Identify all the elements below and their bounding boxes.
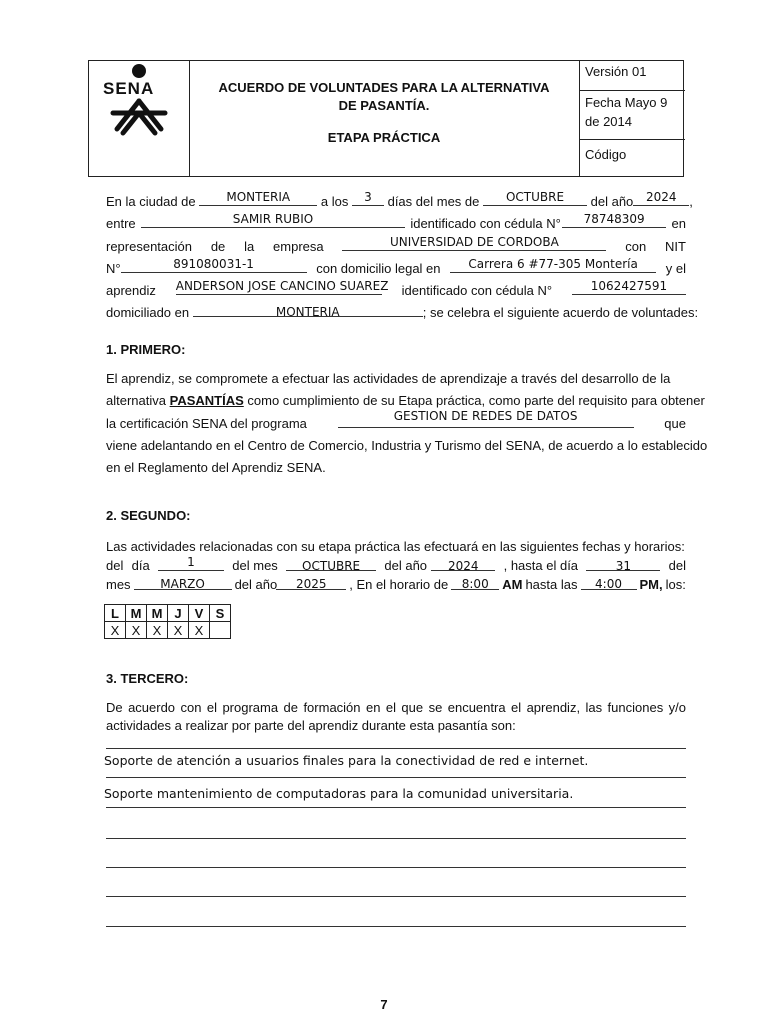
end-time-field[interactable] [581,575,637,590]
city-value: MONTERIA [226,190,291,204]
text: que [664,415,686,431]
address-field[interactable] [450,258,656,273]
intro-line-2 [106,213,686,235]
start-time-field[interactable] [451,575,499,590]
text: la [244,238,255,254]
weekday-header: V [189,605,210,622]
day-field[interactable] [352,191,384,206]
date-label-2: de 2014 [585,114,632,129]
text: días del mes de [387,194,480,209]
year-field[interactable] [633,191,689,206]
weekday-header: J [168,605,189,622]
text: a los [320,194,349,209]
text: PM, [639,577,663,592]
text: en [671,216,686,232]
activity-line[interactable] [106,777,686,778]
text: identificado con cédula N° [410,216,561,232]
text: domiciliado en [106,305,190,321]
text: como cumplimiento de su Etapa práctica, como parte del requisito para obtener [247,393,705,409]
text: del mes [232,558,278,573]
weekday-mark[interactable]: X [126,622,147,639]
text: del año [590,194,634,209]
version-label: Versión 01 [585,64,647,79]
residence-value: MONTERIA [275,305,340,320]
section-2-body [106,537,686,594]
intro-line-6 [106,302,699,324]
section-1-heading: 1. PRIMERO: [106,342,186,357]
text: hasta las [525,577,578,592]
text: del [106,558,124,573]
meta-cell [579,61,685,176]
text: NIT [665,238,686,254]
start-month-field[interactable] [286,556,376,571]
representative-field[interactable] [141,213,405,228]
intro-line-4 [106,258,686,280]
text: ; se celebra el siguiente acuerdo de voluntades: [422,305,699,321]
representative-value: SAMIR RUBIO [232,212,314,227]
program-value: GESTION DE REDES DE DATOS [393,408,578,423]
section-2-heading: 2. SEGUNDO: [106,508,191,523]
text: actividades a realizar por parte del aprendiz durante esta pasantía son: [106,718,516,733]
apprentice-value: ANDERSON JOSE CANCINO SUAREZ [175,279,389,294]
month-field[interactable] [483,191,587,206]
text: del [668,558,686,573]
text: del año [234,577,278,592]
end-month-value: MARZO [160,577,205,591]
text: , hasta el día [503,558,579,573]
end-year-field[interactable] [276,575,346,590]
company-value: UNIVERSIDAD DE CORDOBA [390,234,559,249]
document-header [88,60,684,177]
start-day-value: 1 [187,555,195,569]
date-label: Fecha Mayo 9 [585,95,668,110]
text: día [131,558,150,573]
activity-line[interactable] [106,896,686,897]
weekday-mark[interactable]: X [168,622,189,639]
highlight-pasantias: PASANTÍAS [169,393,244,409]
weekday-mark[interactable]: X [189,622,210,639]
intro-line-5 [106,280,686,302]
month-value: OCTUBRE [505,190,565,204]
start-day-field[interactable] [158,556,224,571]
activity-2: Soporte mantenimiento de computadoras para la comunidad universitaria. [104,786,574,801]
text: los: [665,577,686,592]
end-day-value: 31 [615,559,631,573]
weekday-marks-row [105,622,231,639]
end-time-value: 4:00 [595,577,622,591]
text: entre [106,216,136,232]
title-cell [189,61,580,176]
text: aprendiz [106,283,156,299]
text: con [625,238,647,254]
apprentice-field[interactable] [175,279,389,295]
weekday-table [104,604,231,639]
end-year-value: 2025 [295,577,327,591]
activity-1: Soporte de atención a usuarios finales para la conectividad de red e internet. [104,753,589,768]
text: representación [106,238,192,254]
activity-line[interactable] [106,838,686,839]
text: la certificación SENA del programa [106,415,307,431]
start-month-value: OCTUBRE [302,559,361,573]
company-field[interactable] [342,236,606,251]
logo-text: SENA [103,79,155,98]
weekday-header: L [105,605,126,622]
activity-line[interactable] [106,748,686,749]
text: del año [384,558,428,573]
city-field[interactable] [199,191,317,206]
activity-line[interactable] [106,807,686,808]
text: identificado con cédula N° [401,283,553,299]
logo-cell [89,61,190,176]
text: Las actividades relacionadas con su etapa práctica las efectuará en las siguientes fechas y horarios: [106,539,685,554]
text: y el [665,260,686,276]
apprentice-id-value: 1062427591 [590,279,668,294]
weekday-mark[interactable] [210,622,231,639]
program-field[interactable] [338,408,634,428]
text: En la ciudad de [106,194,196,209]
text: alternativa [106,393,166,409]
s1-line-3 [106,408,686,435]
end-month-field[interactable] [134,575,232,590]
start-year-field[interactable] [431,556,495,571]
code-label: Código [585,147,627,162]
intro-paragraph [106,190,699,325]
text: , En el horario de [349,577,449,592]
text: N° [106,260,121,276]
weekday-header: M [147,605,168,622]
intro-line-1: En la ciudad de MONTERIA a los 3 días del mes de OCTUBRE del año 2024 , [106,190,693,209]
text: de [210,238,226,254]
s2-line-3 [106,575,686,594]
text: El aprendiz, se compromete a efectuar las actividades de aprendizaje a través del desarrollo de la [106,371,671,386]
id-field[interactable] [562,213,666,228]
section-3-body [106,699,686,735]
weekday-header: M [126,605,147,622]
apprentice-id-field[interactable] [572,280,686,295]
text: con domicilio legal en [316,260,441,276]
weekday-header-row [105,605,231,622]
text: empresa [273,238,324,254]
document-title: ACUERDO DE VOLUNTADES PARA LA ALTERNATIVA [218,80,550,95]
text: mes [106,577,131,592]
activity-line[interactable] [106,926,686,927]
weekday-mark[interactable]: X [105,622,126,639]
text: en el Reglamento del Aprendiz SENA. [106,460,326,476]
start-time-value: 8:00 [461,577,489,591]
document-subtitle: ETAPA PRÁCTICA [327,130,441,145]
weekday-mark[interactable]: X [147,622,168,639]
section-1-body [106,368,708,479]
weekday-header: S [210,605,231,622]
end-day-field[interactable] [586,556,660,571]
start-year-value: 2024 [448,559,479,573]
text: viene adelantando en el Centro de Comercio, Industria y Turismo del SENA, de acuerdo a lo establecido [106,437,708,453]
intro-line-3 [106,236,686,258]
address-value: Carrera 6 #77-305 Montería [468,256,638,271]
s2-line-2 [106,556,686,575]
nit-value: 891080031-1 [173,256,254,271]
text: AM [502,577,523,592]
activity-line[interactable] [106,867,686,868]
nit-field[interactable] [121,258,307,273]
document-title-line2: DE PASANTÍA. [338,98,430,113]
residence-field[interactable] [193,302,423,320]
year-value: 2024 [646,190,677,204]
id-value: 78748309 [583,212,645,227]
page-number: 7 [380,997,388,1012]
day-value: 3 [364,190,372,204]
section-3-heading: 3. TERCERO: [106,671,189,686]
text: De acuerdo con el programa de formación en el que se encuentra el aprendiz, las funciones y/o [106,700,686,715]
